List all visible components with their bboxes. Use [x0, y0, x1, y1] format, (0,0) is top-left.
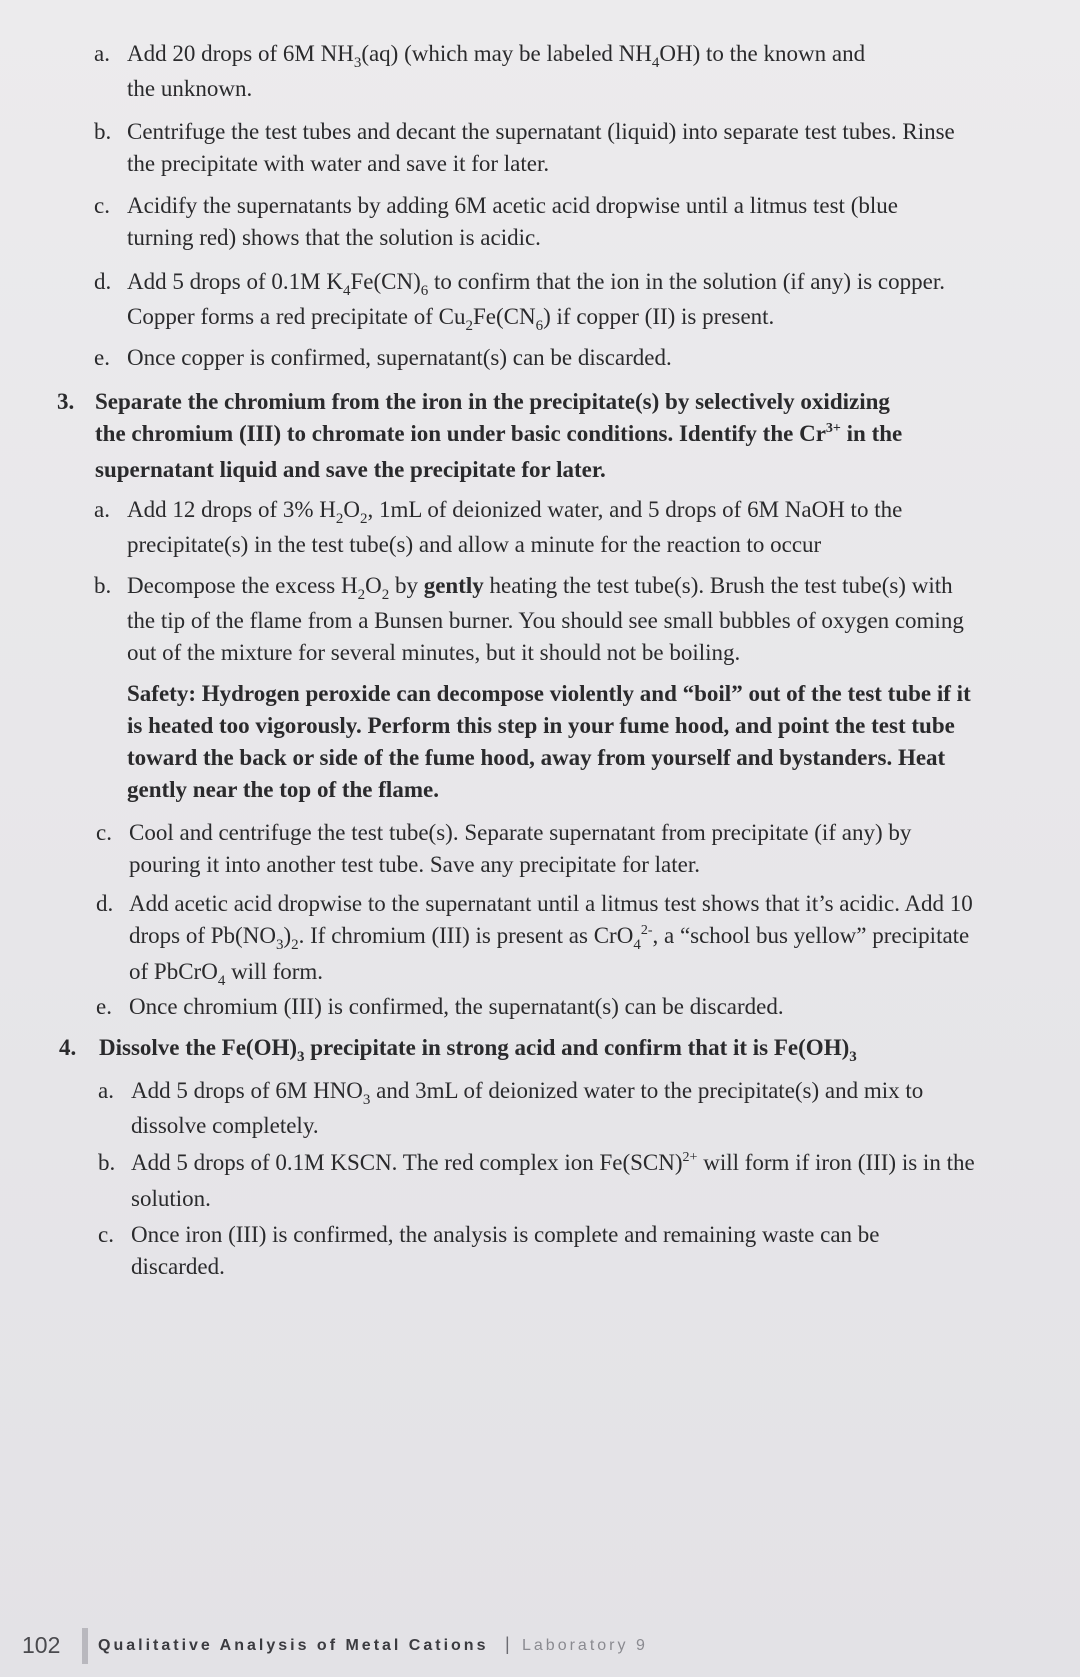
safety-note: [127, 678, 971, 806]
text-run: O: [365, 573, 382, 598]
subscript: 3: [275, 937, 284, 953]
step-4c-line-1: Once iron (III) is confirmed, the analysis is complete and remaining waste can be: [131, 1222, 880, 1247]
safety-line-3: toward the back or side of the fume hood, away from yourself and bystanders. Heat: [127, 745, 946, 770]
step-3a: [94, 494, 902, 561]
footer-separator: |: [505, 1634, 510, 1654]
step-4a: [98, 1075, 923, 1142]
step-3c-line-1: Cool and centrifuge the test tube(s). Separate supernatant from precipitate (if any) by: [129, 820, 912, 845]
step-4-heading: [59, 1032, 857, 1067]
text-run: Copper forms a red precipitate of Cu: [127, 304, 466, 329]
step-3-line-2: [95, 418, 902, 454]
step-3-line-1: Separate the chromium from the iron in the precipitate(s) by selectively oxidizing: [95, 389, 890, 414]
text-run: , 1mL of deionized water, and 5 drops of 6M NaOH to the: [367, 497, 903, 522]
text-run: ): [283, 923, 292, 948]
step-3c-line-2: pouring it into another test tube. Save any precipitate for later.: [129, 852, 700, 877]
step-4c-letter: c.: [98, 1222, 114, 1247]
step-3e: [96, 991, 784, 1023]
step-2d-line-2: [127, 301, 945, 336]
subscript: 3: [297, 1049, 305, 1065]
step-2b-letter: b.: [94, 119, 112, 144]
step-2e-letter: e.: [94, 345, 110, 370]
subscript: 2: [291, 937, 299, 953]
subscript: 2: [360, 511, 368, 527]
footer-lab-label: Laboratory 9: [522, 1637, 648, 1654]
text-run: of PbCrO: [129, 959, 218, 984]
text-run: , a “school bus yellow” precipitate: [652, 923, 970, 948]
step-2c: [94, 190, 898, 254]
step-2a-letter: a.: [94, 41, 110, 66]
step-3d: [96, 888, 973, 991]
subscript: 4: [342, 283, 351, 299]
safety-line-4: gently near the top of the flame.: [127, 777, 439, 802]
subscript: 6: [535, 318, 544, 334]
page-number: 102: [22, 1632, 61, 1658]
step-4-number: 4.: [59, 1035, 77, 1060]
text-run: Add 5 drops of 0.1M KSCN. The red complex ion Fe(SCN): [131, 1150, 683, 1175]
step-2e: [94, 342, 672, 374]
page-footer: [0, 1628, 1080, 1668]
step-3b-line-2: the tip of the flame from a Bunsen burner. You should see small bubbles of oxygen coming: [127, 608, 964, 633]
step-3d-line-1: Add acetic acid dropwise to the supernatant until a litmus test shows that it’s acidic. Add 10: [129, 891, 973, 916]
step-2d-letter: d.: [94, 269, 112, 294]
step-3a-line-2: precipitate(s) in the test tube(s) and allow a minute for the reaction to occur: [127, 532, 822, 557]
step-2b-line-2: the precipitate with water and save it for later.: [127, 151, 550, 176]
step-4b: [98, 1147, 975, 1215]
step-2d: [94, 266, 945, 336]
text-run: Fe(CN): [350, 269, 421, 294]
subscript: 2: [465, 318, 473, 334]
subscript: 6: [420, 283, 429, 299]
step-2d-line-1: [127, 266, 945, 301]
step-4a-letter: a.: [98, 1078, 114, 1103]
subscript: 2: [357, 587, 366, 603]
text-run: to confirm that the ion in the solution (if any) is copper.: [428, 269, 945, 294]
text-run: the chromium (III) to chromate ion under basic conditions. Identify the Cr: [95, 421, 826, 446]
text-run: heating the test tube(s). Brush the test tube(s) with: [483, 573, 953, 598]
text-run: drops of Pb(NO: [129, 923, 276, 948]
superscript: 3+: [825, 421, 841, 436]
step-3b-letter: b.: [94, 573, 112, 598]
step-3e-letter: e.: [96, 994, 112, 1019]
text-run: Decompose the excess H: [127, 573, 358, 598]
step-4a-line-1: [131, 1075, 923, 1110]
step-3c: [96, 817, 911, 881]
text-run: will form.: [225, 959, 324, 984]
subscript: 2: [335, 511, 344, 527]
text-run: by: [389, 573, 424, 598]
text-run: in the: [840, 421, 903, 446]
step-3-number: 3.: [57, 389, 75, 414]
text-run: . If chromium (III) is present as CrO: [298, 923, 634, 948]
step-3d-letter: d.: [96, 891, 114, 916]
step-3d-line-3: [129, 956, 973, 991]
step-3-line-3: supernatant liquid and save the precipitate for later.: [95, 457, 606, 482]
step-4c: [98, 1219, 880, 1283]
subscript: 3: [353, 55, 362, 71]
text-run: Add 12 drops of 3% H: [127, 497, 336, 522]
step-2c-letter: c.: [94, 193, 110, 218]
text-run: precipitate in strong acid and confirm that it is Fe(OH): [304, 1035, 850, 1060]
step-2c-line-1: Acidify the supernatants by adding 6M acetic acid dropwise until a litmus test (blue: [127, 193, 898, 218]
text-run: will form if iron (III) is in the: [697, 1150, 975, 1175]
step-3a-letter: a.: [94, 497, 110, 522]
subscript: 3: [849, 1049, 857, 1065]
step-3-heading: [57, 386, 902, 486]
step-3e-line-1: Once chromium (III) is confirmed, the supernatant(s) can be discarded.: [129, 994, 784, 1019]
superscript: 2-: [640, 923, 653, 938]
text-run: ) if copper (II) is present.: [543, 304, 775, 329]
step-2e-line-1: Once copper is confirmed, supernatant(s) can be discarded.: [127, 345, 672, 370]
step-3a-line-1: [127, 494, 902, 529]
text-run: and 3mL of deionized water to the precipitate(s) and mix to: [370, 1078, 924, 1103]
text-run: Add 20 drops of 6M NH: [127, 41, 354, 66]
step-4c-line-2: discarded.: [131, 1254, 225, 1279]
step-2a: [94, 38, 865, 105]
bold-text: gently: [423, 573, 484, 598]
step-3b-line-3: out of the mixture for several minutes, but it should not be boiling.: [127, 640, 741, 665]
footer-divider-bar: [82, 1628, 88, 1664]
superscript: 2+: [682, 1150, 698, 1165]
step-2b: [94, 116, 955, 180]
text-run: Add 5 drops of 6M HNO: [131, 1078, 363, 1103]
step-3b: [94, 570, 964, 669]
subscript: 4: [633, 937, 641, 953]
text-run: Fe(CN: [473, 304, 536, 329]
text-run: Dissolve the Fe(OH): [99, 1035, 298, 1060]
step-3d-line-2: [129, 920, 973, 956]
safety-line-1: Safety: Hydrogen peroxide can decompose violently and “boil” out of the test tube if it: [127, 681, 971, 706]
text-run: (aq) (which may be labeled NH: [361, 41, 652, 66]
safety-line-2: is heated too vigorously. Perform this step in your fume hood, and point the test tube: [127, 713, 955, 738]
step-4b-line-1: [131, 1147, 975, 1183]
step-2a-line-2: the unknown.: [127, 76, 253, 101]
text-run: Add 5 drops of 0.1M K: [127, 269, 343, 294]
step-4a-line-2: dissolve completely.: [131, 1113, 319, 1138]
step-2c-line-2: turning red) shows that the solution is acidic.: [127, 225, 541, 250]
step-4b-letter: b.: [98, 1150, 116, 1175]
subscript: 2: [381, 587, 390, 603]
step-3b-line-1: [127, 570, 964, 605]
step-2b-line-1: Centrifuge the test tubes and decant the supernatant (liquid) into separate test tubes. Rinse: [127, 119, 955, 144]
subscript: 3: [362, 1092, 371, 1108]
step-2a-line-1: [127, 38, 865, 73]
text-run: OH) to the known and: [659, 41, 866, 66]
footer-chapter-title: Qualitative Analysis of Metal Cations: [98, 1637, 489, 1654]
text-run: O: [343, 497, 361, 522]
subscript: 4: [217, 973, 226, 989]
step-4-line-1: [99, 1032, 857, 1067]
step-4b-line-2: solution.: [131, 1186, 211, 1211]
step-3c-letter: c.: [96, 820, 112, 845]
subscript: 4: [651, 55, 660, 71]
